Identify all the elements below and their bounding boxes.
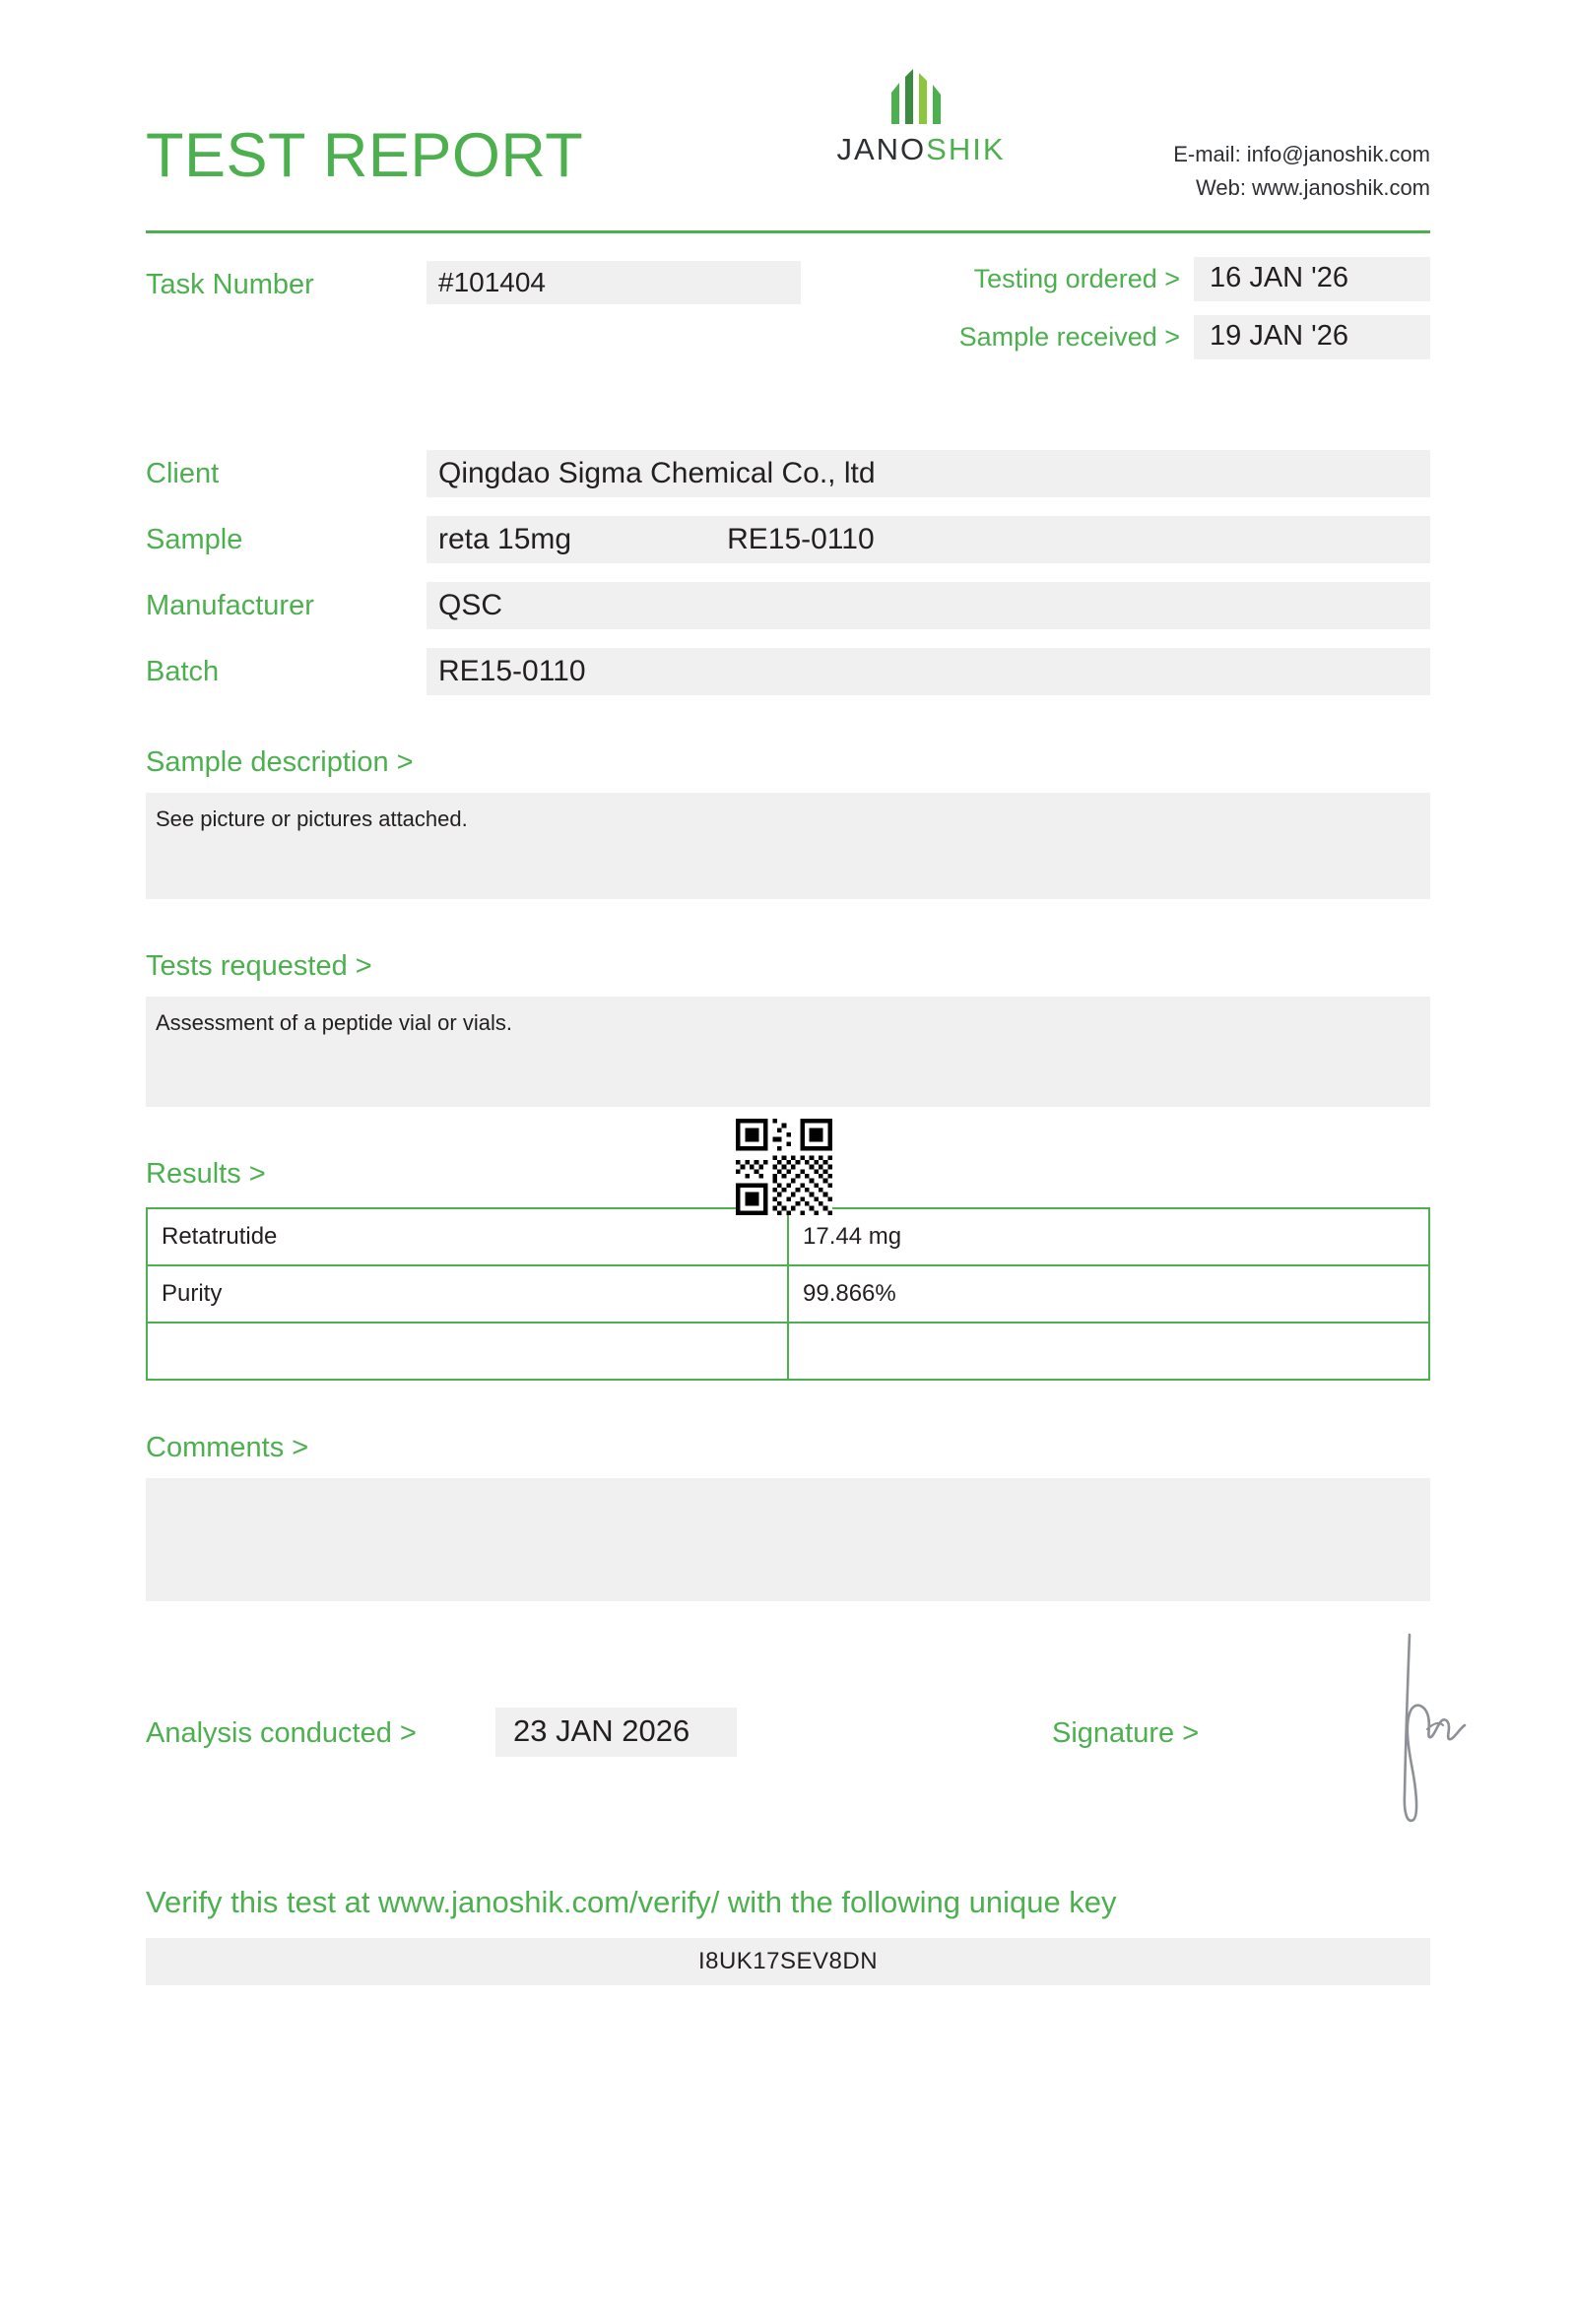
results-title: Results > bbox=[146, 1158, 266, 1190]
result-name bbox=[147, 1323, 788, 1380]
contact-web: Web: www.janoshik.com bbox=[1195, 175, 1430, 200]
task-section bbox=[146, 261, 1430, 389]
dates-block bbox=[879, 257, 1430, 373]
tests-requested-text: Assessment of a peptide vial or vials. bbox=[156, 1010, 512, 1035]
sample-description-box bbox=[146, 793, 1430, 899]
janoshik-mountain-logo-icon bbox=[862, 67, 980, 128]
task-number-value: #101404 bbox=[427, 261, 801, 304]
batch-value: RE15-0110 bbox=[427, 648, 1430, 695]
brand-logo bbox=[808, 67, 1034, 167]
page-title: TEST REPORT bbox=[146, 121, 584, 190]
contact-info bbox=[1173, 138, 1430, 205]
result-value bbox=[788, 1323, 1429, 1380]
sample-description-text: See picture or pictures attached. bbox=[156, 807, 468, 831]
comments-box bbox=[146, 1478, 1430, 1601]
client-value: Qingdao Sigma Chemical Co., ltd bbox=[427, 450, 1430, 497]
analysis-conducted-date: 23 JAN 2026 bbox=[495, 1708, 737, 1757]
manufacturer-label: Manufacturer bbox=[146, 589, 314, 621]
verify-text: Verify this test at www.janoshik.com/verify/ with the following unique key bbox=[146, 1885, 1117, 1919]
sample-value-secondary: RE15-0110 bbox=[727, 523, 875, 555]
batch-label: Batch bbox=[146, 655, 220, 687]
analysis-section bbox=[146, 1708, 1430, 1767]
client-label: Client bbox=[146, 457, 220, 489]
sample-received-label: Sample received > bbox=[958, 322, 1180, 352]
table-row bbox=[147, 1323, 1429, 1380]
results-header bbox=[146, 1148, 1430, 1203]
testing-ordered-value: 16 JAN '26 bbox=[1194, 257, 1430, 301]
batch-row bbox=[146, 648, 1430, 695]
table-row bbox=[147, 1265, 1429, 1323]
result-value: 99.866% bbox=[788, 1265, 1429, 1323]
sample-description-title: Sample description > bbox=[146, 746, 414, 778]
results-table bbox=[146, 1207, 1430, 1381]
unique-key: I8UK17SEV8DN bbox=[146, 1938, 1430, 1985]
tests-requested-title: Tests requested > bbox=[146, 950, 372, 982]
table-row bbox=[147, 1208, 1429, 1265]
result-value: 17.44 mg bbox=[788, 1208, 1429, 1265]
sample-received-row bbox=[879, 315, 1430, 359]
sample-info-table bbox=[146, 450, 1430, 695]
sample-value: reta 15mg bbox=[438, 523, 572, 555]
result-name: Retatrutide bbox=[147, 1208, 788, 1265]
task-number-label: Task Number bbox=[146, 269, 314, 300]
brand-wordmark-dark: JANO bbox=[836, 132, 927, 166]
tests-requested-box bbox=[146, 997, 1430, 1107]
sample-received-value: 19 JAN '26 bbox=[1194, 315, 1430, 359]
brand-wordmark-green: SHIK bbox=[926, 132, 1006, 166]
analysis-conducted-label: Analysis conducted > bbox=[146, 1717, 417, 1749]
signature-label: Signature > bbox=[1052, 1717, 1200, 1749]
testing-ordered-label: Testing ordered > bbox=[973, 264, 1180, 293]
header-divider bbox=[146, 230, 1430, 233]
manufacturer-value: QSC bbox=[427, 582, 1430, 629]
client-row bbox=[146, 450, 1430, 497]
sample-label: Sample bbox=[146, 523, 243, 555]
testing-ordered-row bbox=[879, 257, 1430, 301]
contact-email: E-mail: info@janoshik.com bbox=[1173, 142, 1430, 166]
signature-icon bbox=[1372, 1627, 1490, 1834]
qr-code-icon bbox=[731, 1119, 837, 1215]
sample-value-cell bbox=[427, 516, 1430, 563]
comments-title: Comments > bbox=[146, 1432, 309, 1463]
sample-row bbox=[146, 516, 1430, 563]
brand-wordmark bbox=[808, 132, 1034, 167]
report-header bbox=[146, 0, 1430, 226]
result-name: Purity bbox=[147, 1265, 788, 1323]
manufacturer-row bbox=[146, 582, 1430, 629]
